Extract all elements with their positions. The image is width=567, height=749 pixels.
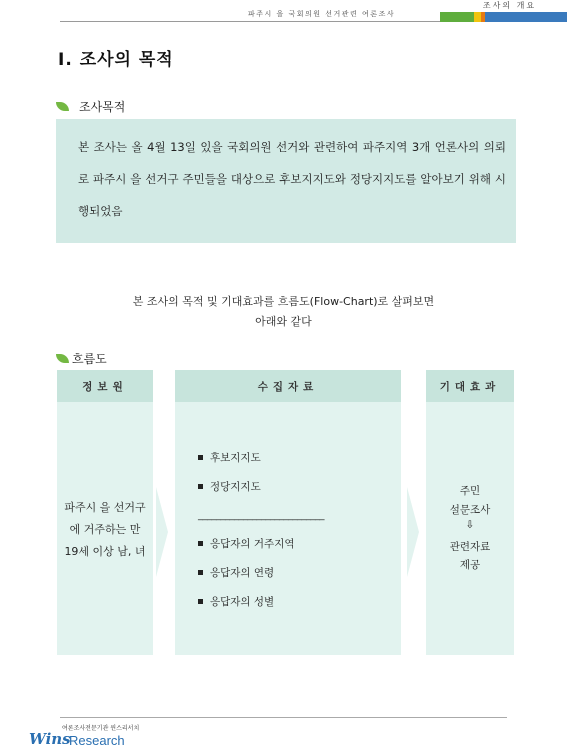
source-line: 에 거주하는 만: [69, 523, 141, 536]
research-logo: Research: [69, 733, 125, 748]
page-title: Ⅰ. 조사의 목적: [58, 50, 174, 70]
purpose-body: 본 조사는 올 4월 13일 있을 국회의원 선거와 관련하여 파주지역 3개 언론사의 의뢰로 파주시 을 선거구 주민들을 대상으로 후보지지도와 정당지지도를 알아보기 위해 시행되었음: [78, 140, 506, 218]
source-description: [57, 497, 153, 563]
effect-line: 제공: [459, 559, 481, 571]
header-color-bar: [440, 12, 474, 22]
effect-line: 관련자료: [449, 541, 491, 553]
data-item: 응답자의 성별: [198, 594, 274, 609]
footer-tagline: 여론조사전문기관 윈스리서치: [62, 725, 140, 732]
footer-rule: [60, 717, 507, 718]
flow-arrow-icon: [156, 487, 168, 577]
header-color-bar: [485, 12, 567, 22]
column-body-data: [175, 402, 401, 655]
wins-logo: Wins: [29, 730, 71, 748]
leaf-icon: [56, 102, 69, 111]
header-rule: [60, 21, 445, 22]
intro-line-1: 본 조사의 목적 및 기대효과를 흐름도(Flow-Chart)로 살펴보면: [132, 295, 435, 308]
effect-line: 설문조사: [449, 504, 491, 516]
flow-label: 흐름도: [72, 352, 107, 366]
survey-title: 파주시 을 국회의원 선거관련 여론조사: [248, 10, 396, 18]
data-item: 응답자의 거주지역: [198, 536, 294, 551]
flow-arrow-icon: [407, 487, 419, 577]
bullet-icon: [198, 541, 203, 546]
section-label: 조사의 개요: [482, 1, 537, 10]
column-header-data: 수집자료: [175, 370, 401, 402]
bullet-icon: [198, 484, 203, 489]
data-item: 정당지지도: [198, 479, 261, 494]
column-header-source: 정보원: [57, 370, 153, 402]
source-line: 파주시 을 선거구: [64, 501, 146, 514]
source-line: 19세 이상 남, 녀: [64, 545, 146, 558]
header-color-bar: [474, 12, 481, 22]
column-header-effect: 기대효과: [426, 370, 514, 402]
intro-line-2: 아래와 같다: [255, 315, 312, 328]
purpose-label: 조사목적: [79, 100, 126, 114]
effect-line: 주민: [459, 485, 481, 497]
bullet-icon: [198, 599, 203, 604]
data-divider: ____________________________: [198, 510, 324, 521]
data-item: 후보지지도: [198, 450, 261, 465]
down-arrow-icon: ⇩: [465, 519, 475, 531]
bullet-icon: [198, 455, 203, 460]
data-item: 응답자의 연령: [198, 565, 274, 580]
bullet-icon: [198, 570, 203, 575]
leaf-icon: [56, 354, 69, 363]
